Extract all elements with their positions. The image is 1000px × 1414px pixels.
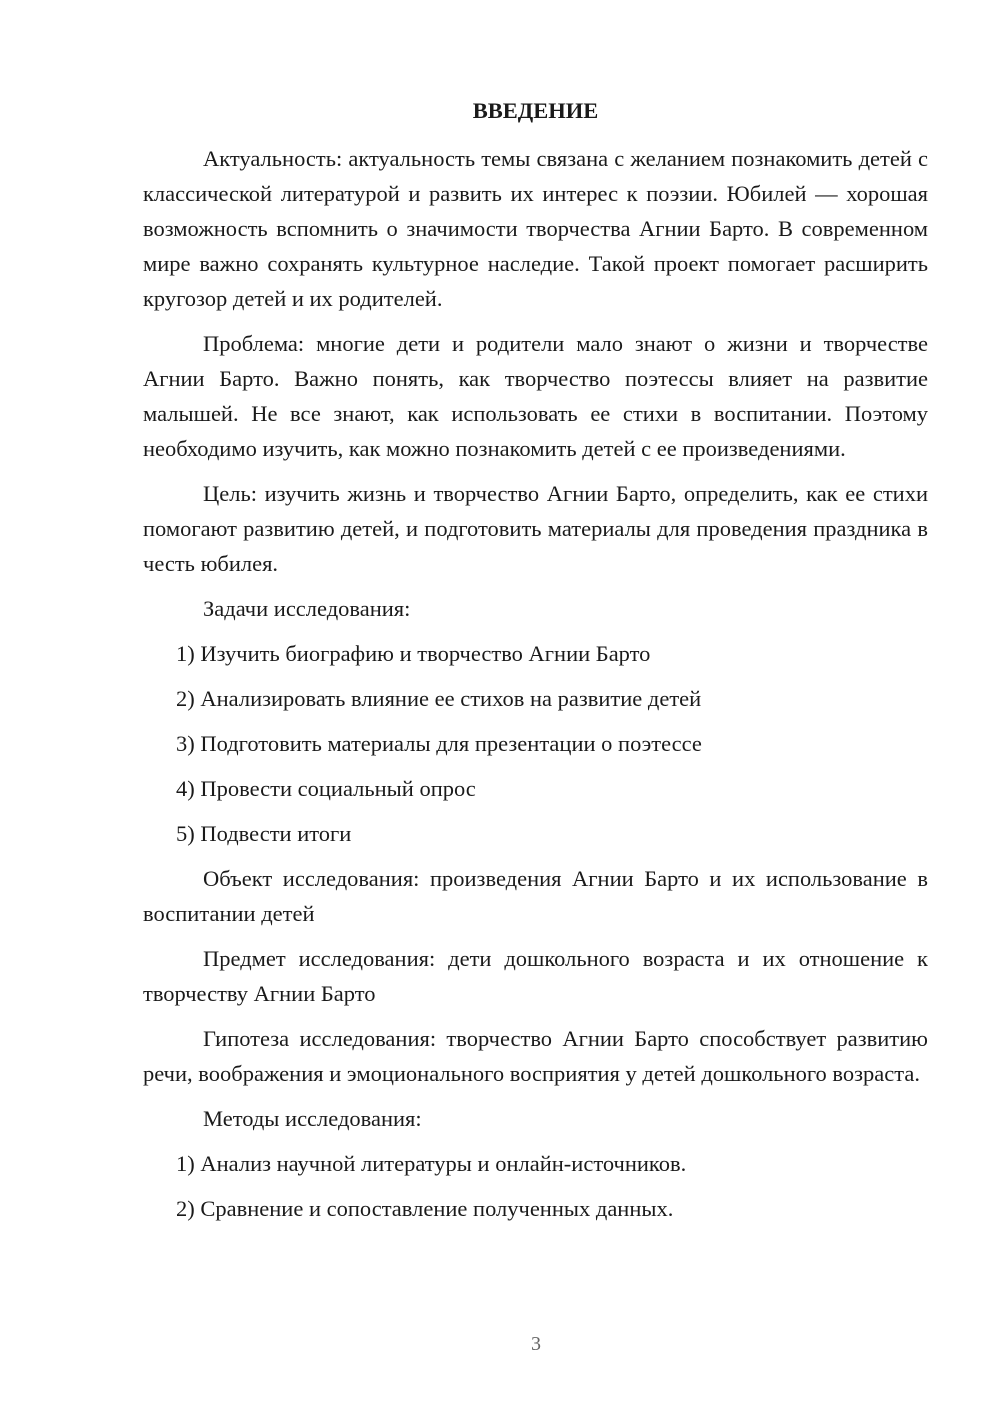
document-page — [143, 96, 928, 1236]
list-item: 1) Анализ научной литературы и онлайн-источников. — [176, 1151, 687, 1176]
list-item: 2) Анализировать влияние ее стихов на развитие детей — [176, 686, 702, 711]
list-item: 3) Подготовить материалы для презентации о поэтессе — [176, 731, 702, 756]
methods-heading: Методы исследования: — [203, 1106, 422, 1131]
tasks-list — [143, 636, 928, 851]
list-item: 4) Провести социальный опрос — [176, 776, 476, 801]
tasks-heading: Задачи исследования: — [203, 596, 411, 621]
problem-paragraph: Проблема: многие дети и родители мало знают о жизни и творчестве Агнии Барто. Важно понять, как творчество поэтессы влияет на развитие малышей. Не все знают, как использовать ее стихи в воспитании. Поэтому необходимо изучить, как можно познакомить детей с ее произведениями. — [143, 331, 928, 461]
relevance-paragraph: Актуальность: актуальность темы связана с желанием познакомить детей с классической литературой и развить их интерес к поэзии. Юбилей — хорошая возможность вспомнить о значимости творчества Агнии Барто. В современном мире важно сохранять культурное наследие. Такой проект помогает расширить кругозор детей и их родителей. — [143, 146, 928, 311]
object-paragraph: Объект исследования: произведения Агнии Барто и их использование в воспитании детей — [143, 866, 928, 926]
list-item: 2) Сравнение и сопоставление полученных данных. — [176, 1196, 674, 1221]
section-title: ВВЕДЕНИЕ — [472, 98, 599, 123]
methods-list — [143, 1146, 928, 1226]
goal-paragraph: Цель: изучить жизнь и творчество Агнии Барто, определить, как ее стихи помогают развитию детей, и подготовить материалы для проведения праздника в честь юбилея. — [143, 481, 928, 576]
hypothesis-paragraph: Гипотеза исследования: творчество Агнии Барто способствует развитию речи, воображения и эмоционального восприятия у детей дошкольного возраста. — [143, 1026, 928, 1086]
list-item: 5) Подвести итоги — [176, 821, 352, 846]
subject-paragraph: Предмет исследования: дети дошкольного возраста и их отношение к творчеству Агнии Барто — [143, 946, 928, 1006]
page-number: 3 — [531, 1333, 541, 1355]
list-item: 1) Изучить биографию и творчество Агнии Барто — [176, 641, 651, 666]
